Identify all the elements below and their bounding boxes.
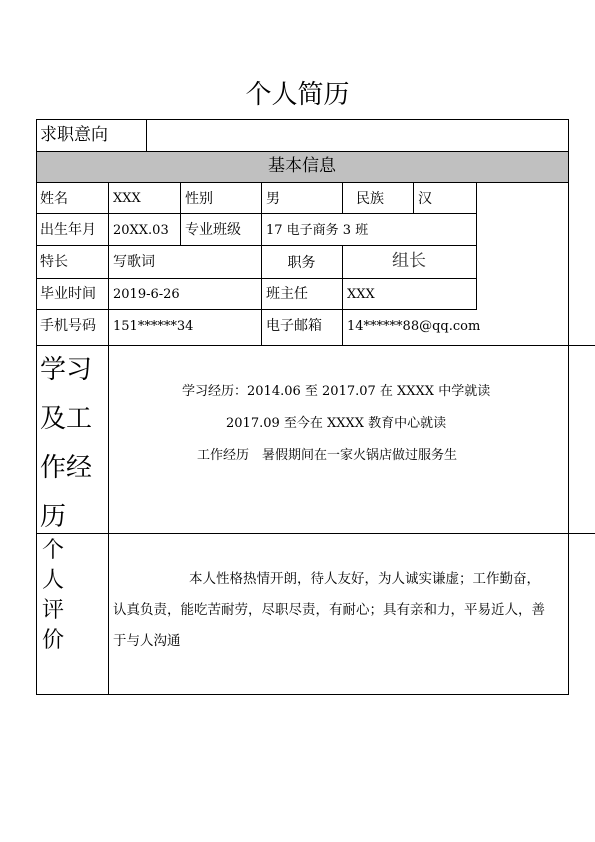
table-rule [36, 309, 477, 310]
graduation-label: 毕业时间 [40, 286, 96, 302]
email-value: 14******88@qq.com [347, 319, 481, 334]
evaluation-label-line: 评 [42, 598, 65, 623]
specialty-label: 特长 [40, 254, 68, 270]
name-value: XXX [113, 191, 141, 206]
evaluation-line: 本人性格热情开朗，待人友好，为人诚实谦虚；工作勤奋， [189, 571, 540, 587]
table-rule [108, 182, 109, 695]
table-rule [36, 119, 37, 695]
birth-value: 20XX.03 [113, 223, 169, 238]
table-rule [36, 345, 595, 346]
table-rule [146, 119, 147, 152]
table-rule [36, 213, 477, 214]
experience-line: 工作经历 暑假期间在一家火锅店做过服务生 [197, 448, 458, 463]
table-rule [568, 119, 569, 695]
specialty-value: 写歌词 [113, 254, 155, 270]
table-rule [36, 245, 477, 246]
table-rule [180, 182, 181, 246]
evaluation-label [42, 536, 102, 656]
page-title: 个人简历 [245, 80, 350, 110]
phone-label: 手机号码 [40, 318, 96, 334]
phone-value: 151******34 [113, 319, 194, 334]
table-rule [36, 119, 569, 120]
gender-label: 性别 [185, 191, 213, 207]
experience-label-line: 历 [40, 502, 67, 532]
teacher-label: 班主任 [266, 286, 308, 302]
position-value: 组长 [392, 251, 426, 271]
major-value: 17 电子商务 3 班 [266, 223, 369, 238]
teacher-value: XXX [347, 287, 375, 302]
table-rule [36, 151, 569, 152]
position-label: 职务 [287, 255, 316, 271]
experience-label-line: 作经 [40, 453, 93, 483]
table-rule [476, 182, 477, 310]
name-label: 姓名 [40, 191, 68, 207]
gender-value: 男 [266, 191, 280, 207]
basic-info-header: 基本信息 [268, 156, 336, 176]
table-rule [36, 278, 477, 279]
evaluation-label-line: 价 [42, 628, 65, 653]
evaluation-text [113, 564, 565, 657]
table-rule [36, 533, 595, 534]
job-intention-label: 求职意向 [40, 125, 108, 145]
evaluation-line: 认真负责，能吃苦耐劳，尽职尽责，有耐心；具有亲和力，平易近人，善 [113, 602, 545, 618]
birth-label: 出生年月 [40, 222, 96, 238]
table-rule [342, 182, 343, 214]
email-label: 电子邮箱 [266, 318, 322, 334]
evaluation-label-line: 个 [42, 538, 65, 563]
experience-line: 学习经历：2014.06 至 2017.07 在 XXXX 中学就读 [182, 384, 491, 399]
experience-label-line: 及工 [40, 404, 93, 434]
table-rule [36, 694, 569, 695]
table-rule [36, 182, 569, 183]
graduation-value: 2019-6-26 [113, 287, 180, 302]
ethnicity-value: 汉 [418, 191, 432, 207]
experience-line: 2017.09 至今在 XXXX 教育中心就读 [226, 416, 447, 431]
ethnicity-label: 民族 [356, 191, 384, 207]
major-label: 专业班级 [185, 222, 241, 238]
experience-label-line: 学习 [40, 355, 93, 385]
experience-label [40, 346, 108, 542]
evaluation-label-line: 人 [42, 568, 65, 593]
evaluation-line: 于与人沟通 [113, 633, 181, 649]
table-rule [413, 182, 414, 214]
